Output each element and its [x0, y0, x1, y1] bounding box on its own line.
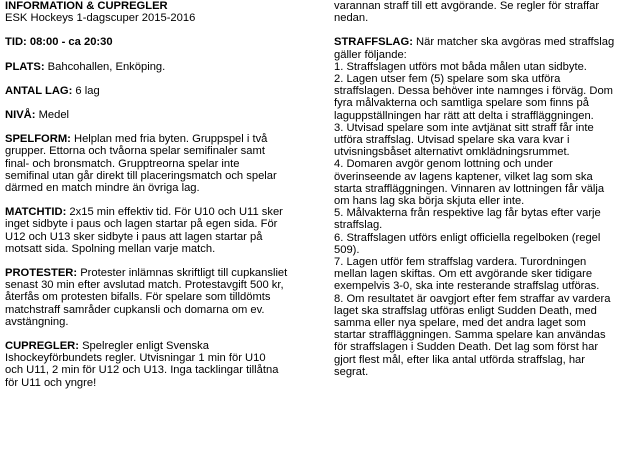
cupregler-text: Spelregler enligt Svenska Ishockeyförbundets regler. Utvisningar 1 min för U10 och U11, 2 min för U12 och U13. Inga tacklingar tillåtna för U11 och yngre!: [5, 340, 279, 389]
straffslag-text: När matcher ska avgöras med straffslag gäller följande: 1. Straffslagen utförs mot båda målen utan sidbyte. 2. Lagen utser fem (5) spelare som ska utföra straffslagen. Dessa behöver inte namnges i förväg. Dom fyra målvakterna och samtliga spelare som finns på laguppställningen har rätt att delta i straffläggningen. 3. Utvisad spelare som inte avtjänat sitt straff får inte utföra straffslag. Utvisad spelare ska vara kvar i utvisningsbåset alternativt omklädningsrummet. 4. Domaren avgör genom lottning och under överinseende av lagens kaptener, vilket lag som ska starta straffläggningen. Vinnaren av lottningen får välja om hans lag ska börja skjuta eller inte. 5. Målvakterna från respektive lag får bytas efter varje straffslag. 6. Straffslagen utförs enligt officiella regelboken (regel 509). 7. Lagen utför fem straffslag vardera. Turordningen mellan lagen skiftas. Om ett avgörande sker tidigare exempelvis 3-0, ska inte resterande straffslag utföras. 8. Om resultatet är oavgjort efter fem straffar av vardera laget ska straffslag utföras enligt Sudden Death, med samma eller nya spelare, med det andra laget som startar straffläggningen. Samma spelare kan användas för straffslagen i Sudden Death. Det lag som först har gjort flest mål, efter lika antal utförda straffslag, har segrat.: [334, 36, 615, 378]
tid-value: 08:00 - ca 20:30: [26, 36, 113, 49]
plats-value: Bahcohallen, Enköping.: [44, 60, 166, 73]
matchtid-label: MATCHTID:: [5, 206, 67, 219]
straffslag-label: STRAFFSLAG:: [334, 36, 413, 49]
niva-value: Medel: [35, 109, 70, 122]
continued-text: varannan straff till ett avgörande. Se regler för straffar nedan.: [334, 0, 600, 25]
niva-paragraph: [5, 109, 323, 121]
matchtid-paragraph: [5, 206, 323, 255]
document-title: INFORMATION & CUPREGLER: [5, 0, 168, 12]
spelform-paragraph: [5, 133, 323, 194]
protester-paragraph: [5, 267, 323, 328]
plats-label: PLATS:: [5, 60, 45, 73]
straffslag-paragraph: [334, 36, 618, 378]
cupregler-label: CUPREGLER:: [5, 340, 79, 353]
tid-label: TID:: [5, 36, 27, 49]
antal-lag-label: ANTAL LAG:: [5, 84, 73, 97]
spelform-label: SPELFORM:: [5, 133, 71, 146]
antal-lag-value: 6 lag: [72, 84, 100, 97]
document-subtitle: ESK Hockeys 1-dagscuper 2015-2016: [5, 12, 196, 25]
niva-label: NIVÅ:: [5, 109, 36, 122]
matchtid-text: 2x15 min effektiv tid. För U10 och U11 sker inget sidbyte i paus och lagen startar på egen sida. För U12 och U13 sker sidbyte i paus att lagen startar på motsatt sida. Spolning mellan varje match.: [5, 206, 283, 255]
tid-paragraph: [5, 36, 323, 48]
antal-lag-paragraph: [5, 85, 323, 97]
protester-label: PROTESTER:: [5, 267, 78, 280]
cupregler-paragraph: [5, 340, 323, 389]
protester-text: Protester inlämnas skriftligt till cupkansliet senast 30 min efter avslutad match. Protestavgift 500 kr, återfås om protesten bifalls. För spelare som tilldömts matchstraff samråder cupkansli och domarna om ev. avstängning.: [5, 267, 288, 328]
right-column: [334, 0, 618, 378]
left-column: [5, 0, 323, 389]
spelform-text: Helplan med fria byten. Gruppspel i två grupper. Ettorna och tvåorna spelar semifinaler samt final- och bronsmatch. Grupptreorna spelar inte semifinal utan går direkt till placeringsmatch och spelar därmed en match mindre än övriga lag.: [5, 133, 277, 195]
plats-paragraph: [5, 61, 323, 73]
